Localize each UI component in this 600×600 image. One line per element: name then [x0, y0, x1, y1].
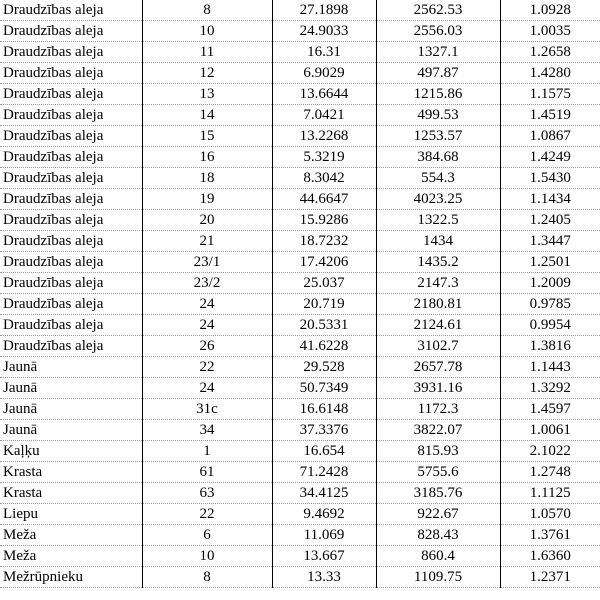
value-cell[interactable]: 7.0421	[272, 105, 376, 126]
street-name-cell[interactable]: Draudzības aleja	[0, 189, 142, 210]
area-cell[interactable]: 3185.76	[376, 483, 500, 504]
table-row	[0, 567, 600, 588]
house-number-cell[interactable]: 12	[142, 63, 272, 84]
area-cell[interactable]: 1172.3	[376, 399, 500, 420]
ratio-cell[interactable]: 1.4280	[500, 63, 600, 84]
value-cell[interactable]: 17.4206	[272, 252, 376, 273]
house-number-cell[interactable]: 22	[142, 357, 272, 378]
ratio-cell[interactable]: 1.0061	[500, 420, 600, 441]
value-cell[interactable]: 29.528	[272, 357, 376, 378]
house-number-cell[interactable]: 63	[142, 483, 272, 504]
area-cell[interactable]: 1215.86	[376, 84, 500, 105]
street-name-cell[interactable]: Jaunā	[0, 357, 142, 378]
ratio-cell[interactable]: 1.3816	[500, 336, 600, 357]
value-cell[interactable]: 37.3376	[272, 420, 376, 441]
area-cell[interactable]: 922.67	[376, 504, 500, 525]
street-name-cell[interactable]: Draudzības aleja	[0, 252, 142, 273]
ratio-cell[interactable]: 1.1125	[500, 483, 600, 504]
house-number-cell[interactable]: 18	[142, 168, 272, 189]
area-cell[interactable]: 2147.3	[376, 273, 500, 294]
table-row	[0, 0, 600, 21]
value-cell[interactable]: 13.667	[272, 546, 376, 567]
house-number-cell[interactable]: 31c	[142, 399, 272, 420]
value-cell[interactable]: 24.9033	[272, 21, 376, 42]
table-row	[0, 252, 600, 273]
value-cell[interactable]: 18.7232	[272, 231, 376, 252]
ratio-cell[interactable]: 0.9785	[500, 294, 600, 315]
area-cell[interactable]: 554.3	[376, 168, 500, 189]
value-cell[interactable]: 16.6148	[272, 399, 376, 420]
ratio-cell[interactable]: 1.3447	[500, 231, 600, 252]
house-number-cell[interactable]: 6	[142, 525, 272, 546]
area-cell[interactable]: 3931.16	[376, 378, 500, 399]
value-cell[interactable]: 9.4692	[272, 504, 376, 525]
street-name-cell[interactable]: Draudzības aleja	[0, 105, 142, 126]
street-name-cell[interactable]: Krasta	[0, 462, 142, 483]
table-row	[0, 462, 600, 483]
table-row	[0, 357, 600, 378]
ratio-cell[interactable]: 1.3761	[500, 525, 600, 546]
street-name-cell[interactable]: Draudzības aleja	[0, 273, 142, 294]
ratio-cell[interactable]: 1.5430	[500, 168, 600, 189]
table-row	[0, 504, 600, 525]
house-number-cell[interactable]: 10	[142, 546, 272, 567]
house-number-cell[interactable]: 21	[142, 231, 272, 252]
table-row	[0, 336, 600, 357]
value-cell[interactable]: 20.719	[272, 294, 376, 315]
value-cell[interactable]: 44.6647	[272, 189, 376, 210]
value-cell[interactable]: 27.1898	[272, 0, 376, 21]
table-row	[0, 315, 600, 336]
ratio-cell[interactable]: 1.2405	[500, 210, 600, 231]
table-row	[0, 84, 600, 105]
street-name-cell[interactable]: Kaļķu	[0, 441, 142, 462]
value-cell[interactable]: 11.069	[272, 525, 376, 546]
area-cell[interactable]: 2657.78	[376, 357, 500, 378]
area-cell[interactable]: 1109.75	[376, 567, 500, 588]
street-name-cell[interactable]: Jaunā	[0, 378, 142, 399]
street-name-cell[interactable]: Meža	[0, 525, 142, 546]
table-row	[0, 21, 600, 42]
table-row	[0, 105, 600, 126]
area-cell[interactable]: 2556.03	[376, 21, 500, 42]
street-name-cell[interactable]: Meža	[0, 546, 142, 567]
house-number-cell[interactable]: 16	[142, 147, 272, 168]
street-name-cell[interactable]: Krasta	[0, 483, 142, 504]
street-name-cell[interactable]: Draudzības aleja	[0, 84, 142, 105]
area-cell[interactable]: 1253.57	[376, 126, 500, 147]
value-cell[interactable]: 41.6228	[272, 336, 376, 357]
table-row	[0, 378, 600, 399]
table-row	[0, 294, 600, 315]
table-row	[0, 483, 600, 504]
ratio-cell[interactable]: 1.3292	[500, 378, 600, 399]
ratio-cell[interactable]: 1.1575	[500, 84, 600, 105]
house-number-cell[interactable]: 24	[142, 294, 272, 315]
table-row	[0, 189, 600, 210]
table-row	[0, 126, 600, 147]
ratio-cell[interactable]: 2.1022	[500, 441, 600, 462]
house-number-cell[interactable]: 23/2	[142, 273, 272, 294]
ratio-cell[interactable]: 1.0035	[500, 21, 600, 42]
street-name-cell[interactable]: Jaunā	[0, 399, 142, 420]
table-row	[0, 231, 600, 252]
area-cell[interactable]: 2562.53	[376, 0, 500, 21]
house-number-cell[interactable]: 10	[142, 21, 272, 42]
value-cell[interactable]: 25.037	[272, 273, 376, 294]
value-cell[interactable]: 71.2428	[272, 462, 376, 483]
ratio-cell[interactable]: 0.9954	[500, 315, 600, 336]
area-cell[interactable]: 815.93	[376, 441, 500, 462]
value-cell[interactable]: 13.33	[272, 567, 376, 588]
area-cell[interactable]: 497.87	[376, 63, 500, 84]
ratio-cell[interactable]: 1.2748	[500, 462, 600, 483]
table-row	[0, 42, 600, 63]
table-row	[0, 546, 600, 567]
house-number-cell[interactable]: 23/1	[142, 252, 272, 273]
house-number-cell[interactable]: 11	[142, 42, 272, 63]
house-number-cell[interactable]: 19	[142, 189, 272, 210]
house-number-cell[interactable]: 22	[142, 504, 272, 525]
house-number-cell[interactable]: 61	[142, 462, 272, 483]
street-name-cell[interactable]: Draudzības aleja	[0, 63, 142, 84]
ratio-cell[interactable]: 1.2009	[500, 273, 600, 294]
street-name-cell[interactable]: Draudzības aleja	[0, 210, 142, 231]
ratio-cell[interactable]: 1.1443	[500, 357, 600, 378]
table-row	[0, 525, 600, 546]
ratio-cell[interactable]: 1.1434	[500, 189, 600, 210]
table-row	[0, 210, 600, 231]
house-number-cell[interactable]: 26	[142, 336, 272, 357]
value-cell[interactable]: 8.3042	[272, 168, 376, 189]
street-name-cell[interactable]: Draudzības aleja	[0, 126, 142, 147]
area-cell[interactable]: 860.4	[376, 546, 500, 567]
area-cell[interactable]: 1322.5	[376, 210, 500, 231]
area-cell[interactable]: 5755.6	[376, 462, 500, 483]
area-cell[interactable]: 2180.81	[376, 294, 500, 315]
value-cell[interactable]: 20.5331	[272, 315, 376, 336]
house-number-cell[interactable]: 20	[142, 210, 272, 231]
value-cell[interactable]: 15.9286	[272, 210, 376, 231]
table-row	[0, 147, 600, 168]
value-cell[interactable]: 16.654	[272, 441, 376, 462]
table-row	[0, 441, 600, 462]
ratio-cell[interactable]: 1.4597	[500, 399, 600, 420]
table-row	[0, 420, 600, 441]
street-name-cell[interactable]: Draudzības aleja	[0, 0, 142, 21]
area-cell[interactable]: 1435.2	[376, 252, 500, 273]
value-cell[interactable]: 16.31	[272, 42, 376, 63]
street-name-cell[interactable]: Draudzības aleja	[0, 168, 142, 189]
value-cell[interactable]: 50.7349	[272, 378, 376, 399]
ratio-cell[interactable]: 1.2371	[500, 567, 600, 588]
street-name-cell[interactable]: Draudzības aleja	[0, 294, 142, 315]
table-row	[0, 273, 600, 294]
street-name-cell[interactable]: Draudzības aleja	[0, 231, 142, 252]
house-number-cell[interactable]: 14	[142, 105, 272, 126]
value-cell[interactable]: 13.2268	[272, 126, 376, 147]
house-number-cell[interactable]: 13	[142, 84, 272, 105]
street-name-cell[interactable]: Draudzības aleja	[0, 21, 142, 42]
house-number-cell[interactable]: 15	[142, 126, 272, 147]
area-cell[interactable]: 499.53	[376, 105, 500, 126]
street-name-cell[interactable]: Mežrūpnieku	[0, 567, 142, 588]
ratio-cell[interactable]: 1.4519	[500, 105, 600, 126]
area-cell[interactable]: 2124.61	[376, 315, 500, 336]
ratio-cell[interactable]: 1.2658	[500, 42, 600, 63]
area-cell[interactable]: 828.43	[376, 525, 500, 546]
area-cell[interactable]: 3102.7	[376, 336, 500, 357]
table-row	[0, 399, 600, 420]
area-cell[interactable]: 1327.1	[376, 42, 500, 63]
ratio-cell[interactable]: 1.0867	[500, 126, 600, 147]
house-number-cell[interactable]: 1	[142, 441, 272, 462]
house-number-cell[interactable]: 24	[142, 315, 272, 336]
ratio-cell[interactable]: 1.4249	[500, 147, 600, 168]
area-cell[interactable]: 3822.07	[376, 420, 500, 441]
street-name-cell[interactable]: Liepu	[0, 504, 142, 525]
street-name-cell[interactable]: Draudzības aleja	[0, 42, 142, 63]
table-row	[0, 63, 600, 84]
ratio-cell[interactable]: 1.2501	[500, 252, 600, 273]
area-cell[interactable]: 384.68	[376, 147, 500, 168]
street-name-cell[interactable]: Draudzības aleja	[0, 315, 142, 336]
house-number-cell[interactable]: 24	[142, 378, 272, 399]
street-name-cell[interactable]: Jaunā	[0, 420, 142, 441]
value-cell[interactable]: 13.6644	[272, 84, 376, 105]
value-cell[interactable]: 5.3219	[272, 147, 376, 168]
house-number-cell[interactable]: 8	[142, 0, 272, 21]
value-cell[interactable]: 34.4125	[272, 483, 376, 504]
ratio-cell[interactable]: 1.6360	[500, 546, 600, 567]
house-number-cell[interactable]: 34	[142, 420, 272, 441]
table-row	[0, 168, 600, 189]
house-number-cell[interactable]: 8	[142, 567, 272, 588]
value-cell[interactable]: 6.9029	[272, 63, 376, 84]
ratio-cell[interactable]: 1.0928	[500, 0, 600, 21]
area-cell[interactable]: 1434	[376, 231, 500, 252]
street-name-cell[interactable]: Draudzības aleja	[0, 147, 142, 168]
ratio-cell[interactable]: 1.0570	[500, 504, 600, 525]
street-name-cell[interactable]: Draudzības aleja	[0, 336, 142, 357]
area-cell[interactable]: 4023.25	[376, 189, 500, 210]
